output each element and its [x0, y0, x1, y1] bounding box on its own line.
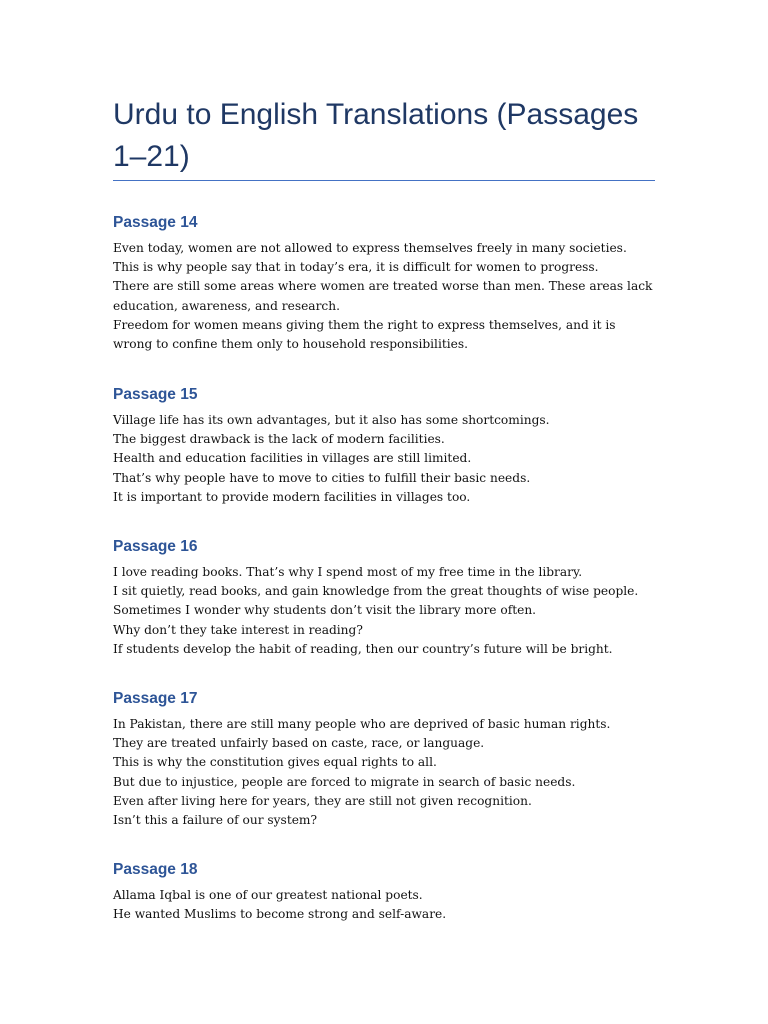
passage-line: Freedom for women means giving them the right to express themselves, and it is wrong to confine them only to household responsibilities.: [113, 317, 616, 352]
passage-line: In Pakistan, there are still many people who are deprived of basic human rights.: [113, 717, 611, 731]
passage-heading: Passage 15: [113, 386, 198, 403]
passage-line: That’s why people have to move to cities to fulfill their basic needs.: [113, 470, 531, 485]
passage-line: There are still some areas where women are treated worse than men. These areas lack education, awareness, and research.: [113, 279, 653, 313]
passage-line: But due to injustice, people are forced to migrate in search of basic needs.: [113, 774, 576, 789]
passage-body: [113, 563, 658, 659]
passage-line: Health and education facilities in villages are still limited.: [113, 451, 472, 466]
passage-17: [113, 689, 658, 830]
passage-heading: Passage 18: [113, 861, 198, 878]
passage-18: [113, 860, 658, 924]
passage-line: Allama Iqbal is one of our greatest national poets.: [113, 888, 423, 902]
passage-body: [113, 715, 658, 830]
passage-line: He wanted Muslims to become strong and self-aware.: [113, 907, 447, 922]
passage-line: I sit quietly, read books, and gain knowledge from the great thoughts of wise people.: [113, 584, 639, 599]
passage-16: [113, 537, 658, 659]
passage-heading: Passage 16: [113, 538, 198, 555]
passage-body: [113, 886, 658, 924]
document-title: Urdu to English Translations (Passages 1–21): [113, 98, 639, 173]
passage-body: [113, 411, 658, 507]
passage-line: This is why the constitution gives equal rights to all.: [113, 755, 437, 770]
passage-line: It is important to provide modern facilities in villages too.: [113, 489, 471, 504]
passage-line: If students develop the habit of reading, then our country’s future will be bright.: [113, 641, 613, 656]
passage-line: I love reading books. That’s why I spend most of my free time in the library.: [113, 565, 583, 579]
passage-15: [113, 385, 658, 507]
passage-14: [113, 213, 658, 354]
passage-line: Sometimes I wonder why students don’t visit the library more often.: [113, 603, 537, 618]
passage-line: This is why people say that in today’s era, it is difficult for women to progress.: [113, 260, 599, 275]
passage-heading: Passage 14: [113, 214, 198, 231]
passage-body: [113, 239, 658, 354]
passage-line: They are treated unfairly based on caste, race, or language.: [113, 736, 485, 751]
passage-line: Village life has its own advantages, but it also has some shortcomings.: [113, 413, 550, 427]
title-underline: [113, 180, 655, 181]
passage-line: Even today, women are not allowed to express themselves freely in many societies.: [113, 241, 627, 255]
passage-heading: Passage 17: [113, 690, 198, 707]
passage-line: Isn’t this a failure of our system?: [113, 813, 318, 828]
passage-line: Why don’t they take interest in reading?: [113, 622, 363, 637]
passage-line: Even after living here for years, they are still not given recognition.: [113, 793, 532, 808]
passage-line: The biggest drawback is the lack of modern facilities.: [113, 432, 445, 447]
